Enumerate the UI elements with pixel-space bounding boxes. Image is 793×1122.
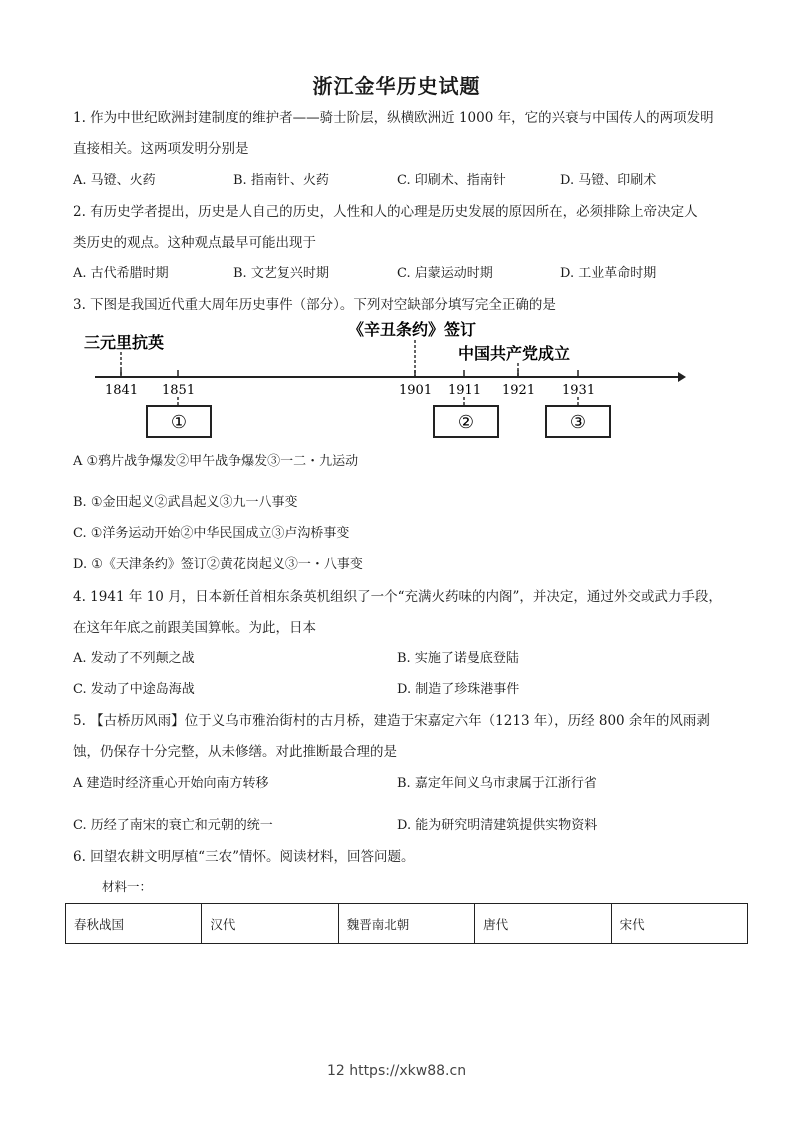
- question-1-line-1: 1. 作为中世纪欧洲封建制度的维护者——骑士阶层，纵横欧洲近 1000 年，它的兴衰与中国传人的两项发明: [73, 110, 714, 126]
- timeline-diagram: [80, 320, 700, 445]
- year-1931: 1931: [562, 383, 596, 398]
- question-1-option-c: C. 印刷术、指南针: [397, 173, 506, 188]
- timeline-arrow-icon: [678, 372, 686, 382]
- question-3-option-c: C. ①洋务运动开始②中华民国成立③卢沟桥事变: [73, 526, 350, 541]
- timeline-label-party: 中国共产党成立: [458, 344, 571, 363]
- question-5-line-2: 蚀，仍保存十分完整，从未修缮。对此推断最合理的是: [73, 744, 397, 760]
- table-row: [66, 904, 748, 944]
- question-5-option-b: B. 嘉定年间义乌市隶属于江浙行省: [397, 776, 597, 791]
- question-1-option-b: B. 指南针、火药: [233, 173, 329, 188]
- table-header-cell: 魏晋南北朝: [338, 904, 474, 944]
- material-table: [65, 903, 748, 944]
- question-6-line-1: 6. 回望农耕文明厚植“三农”情怀。阅读材料，回答问题。: [73, 849, 415, 865]
- question-4-line-1: 4. 1941 年 10 月，日本新任首相东条英机组织了一个“充满火药味的内阁”，并决定，通过外交或武力手段，: [73, 589, 722, 605]
- question-5-option-d: D. 能为研究明清建筑提供实物资料: [397, 818, 598, 833]
- table-header-cell: 汉代: [202, 904, 338, 944]
- question-1-option-a: A. 马镫、火药: [73, 173, 156, 188]
- timeline-label-sanyuanli: 三元里抗英: [84, 333, 165, 352]
- page-footer: 12 https://xkw88.cn: [326, 1063, 467, 1079]
- question-2-option-a: A. 古代希腊时期: [73, 266, 169, 281]
- question-5-line-1: 5. 【古桥历风雨】位于义乌市雅治街村的古月桥，建造于宋嘉定六年（1213 年），历经 800 余年的风雨剥: [73, 713, 710, 729]
- question-4-line-2: 在这年年底之前跟美国算帐。为此，日本: [73, 620, 316, 636]
- year-1911: 1911: [448, 383, 482, 398]
- timeline-label-treaty: 《辛丑条约》签订: [348, 320, 477, 339]
- question-3-option-d: D. ①《天津条约》签订②黄花岗起义③一・八事变: [73, 557, 363, 572]
- year-1841: 1841: [105, 383, 139, 398]
- year-1921: 1921: [502, 383, 536, 398]
- question-2-option-b: B. 文艺复兴时期: [233, 266, 329, 281]
- question-1-line-2: 直接相关。这两项发明分别是: [73, 141, 249, 157]
- question-4-option-b: B. 实施了诺曼底登陆: [397, 651, 519, 666]
- table-header-cell: 唐代: [475, 904, 611, 944]
- blank-mark-3: ③: [569, 412, 587, 433]
- question-2-line-1: 2. 有历史学者提出，历史是人自己的历史，人性和人的心理是历史发展的原因所在，必须排除上帝决定人: [73, 204, 698, 220]
- table-header-cell: 宋代: [611, 904, 747, 944]
- question-5-option-c: C. 历经了南宋的衰亡和元朝的统一: [73, 818, 273, 833]
- question-4-option-c: C. 发动了中途岛海战: [73, 682, 195, 697]
- question-1-option-d: D. 马镫、印刷术: [560, 173, 657, 188]
- question-3-option-a: A ①鸦片战争爆发②甲午战争爆发③一二・九运动: [73, 454, 359, 469]
- year-1901: 1901: [399, 383, 433, 398]
- question-4-option-a: A. 发动了不列颠之战: [73, 651, 195, 666]
- question-2-line-2: 类历史的观点。这种观点最早可能出现于: [73, 235, 316, 251]
- year-1851: 1851: [162, 383, 196, 398]
- material-label: 材料一：: [102, 879, 153, 894]
- blank-mark-1: ①: [170, 412, 188, 433]
- question-5-option-a: A 建造时经济重心开始向南方转移: [73, 776, 269, 791]
- question-4-option-d: D. 制造了珍珠港事件: [397, 682, 520, 697]
- question-3-option-b: B. ①金田起义②武昌起义③九一八事变: [73, 495, 298, 510]
- table-header-cell: 春秋战国: [66, 904, 202, 944]
- blank-mark-2: ②: [457, 412, 475, 433]
- question-2-option-d: D. 工业革命时期: [560, 266, 657, 281]
- question-2-option-c: C. 启蒙运动时期: [397, 266, 493, 281]
- page-title: 浙江金华历史试题: [312, 74, 481, 98]
- question-3-line-1: 3. 下图是我国近代重大周年历史事件（部分）。下列对空缺部分填写完全正确的是: [73, 297, 556, 313]
